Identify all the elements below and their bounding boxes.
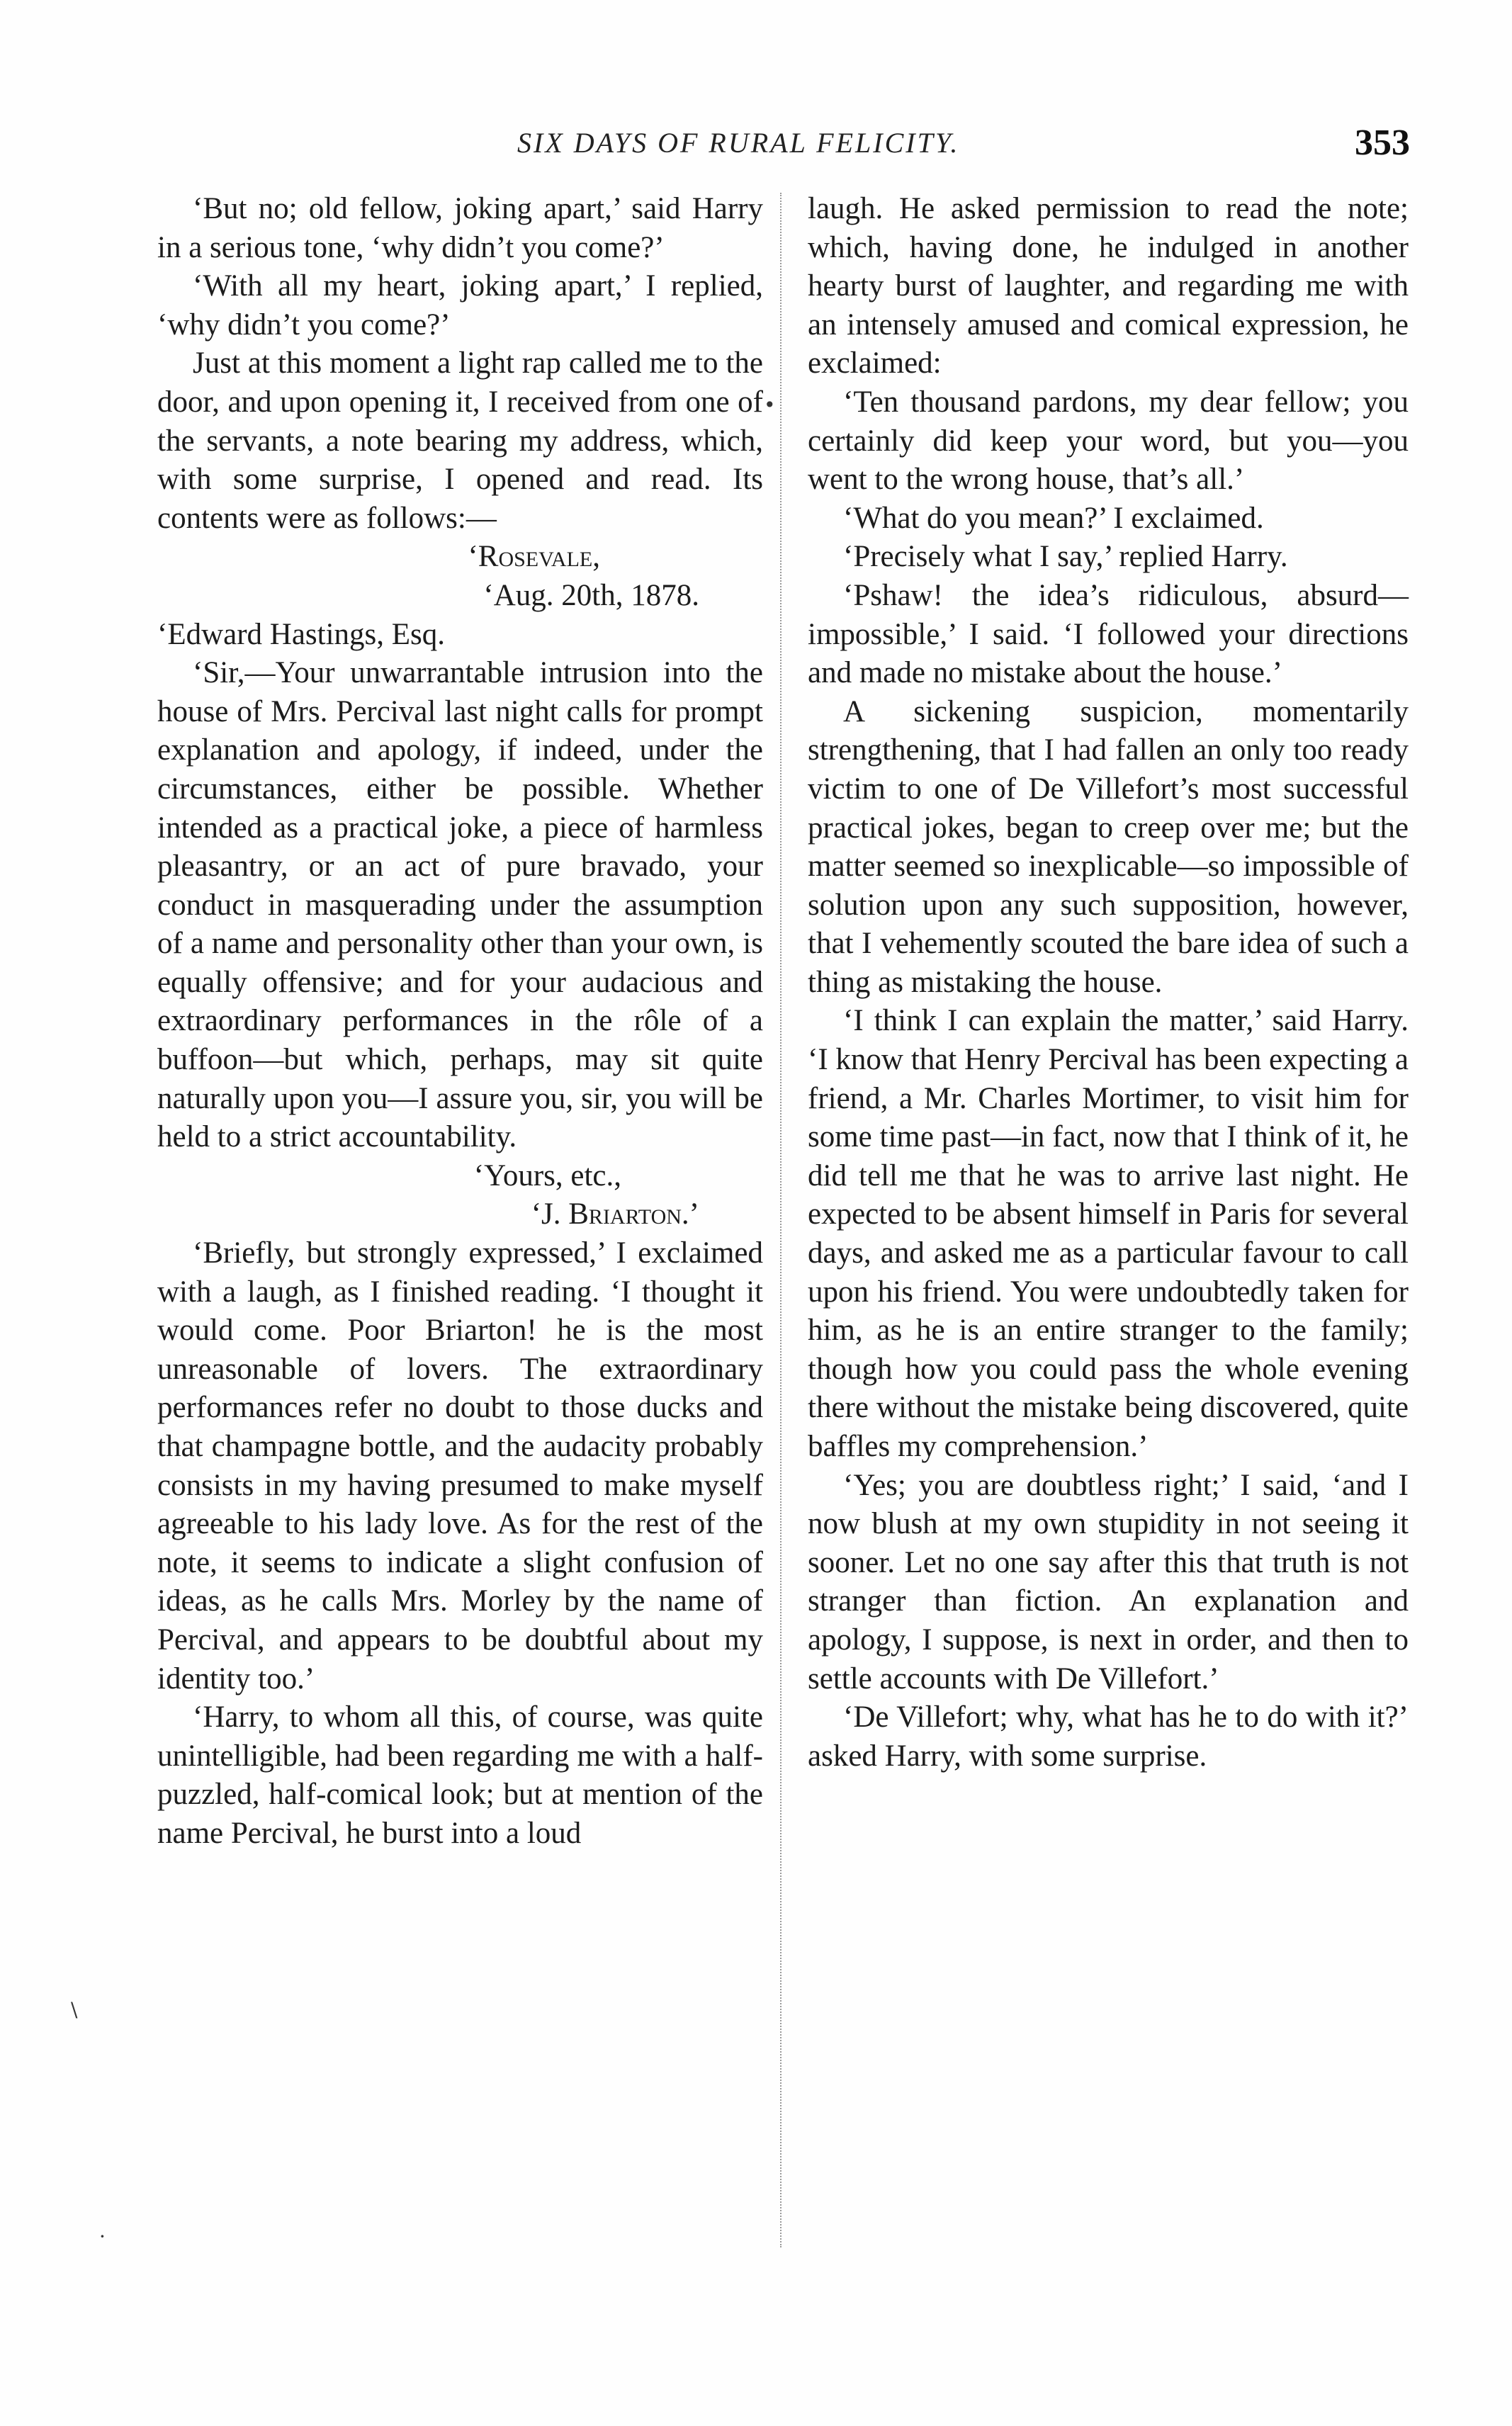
- paragraph: Just at this moment a light rap called me to the door, and upon opening it, I received from one of the servants, a note bearing my address, which, with some surprise, I opened and read. Its contents were as follows:—: [157, 346, 763, 535]
- paragraph: ‘Briefly, but strongly expressed,’ I exclaimed with a laugh, as I finished reading. ‘I thought it would come. Poor Briarton! he is the most unreasonable of lovers. The extraordinary performances refer no doubt to those ducks and that champagne bottle, and the audacity probably consists in my having presumed to make myself agreeable to his lady love. As for the rest of the note, it seems to indicate a slight confusion of ideas, as he calls Mrs. Morley by the name of Percival, and appears to be doubtful about my identity too.’: [157, 1236, 763, 1696]
- paragraph: ‘Precisely what I say,’ replied Harry.: [843, 540, 1288, 574]
- paragraph: ‘Harry, to whom all this, of course, was quite unintelligible, had been regarding me with a half-puzzled, half-comical look; but at mention of the name Percival, he burst into a loud: [157, 1700, 763, 1850]
- letter-place: ‘Rosevale,: [468, 540, 600, 574]
- paragraph: ‘Pshaw! the idea’s ridiculous, absurd—impossible,’ I said. ‘I followed your directions and made no mistake about the house.’: [808, 578, 1409, 690]
- page-number: 353: [1355, 123, 1410, 163]
- paragraph: ‘But no; old fellow, joking apart,’ said Harry in a serious tone, ‘why didn’t you come?’: [157, 192, 763, 264]
- running-title: SIX DAYS OF RURAL FELICITY.: [517, 127, 960, 159]
- letter-body: ‘Sir,—Your unwarrantable intrusion into the house of Mrs. Percival last night calls for prompt explanation and apology, if indeed, under the circumstances, either be possible. Whether intended as a practical joke, a piece of harmless pleasantry, or an act of pure bravado, your conduct in masquerading under the assumption of a name and personality other than your own, is equally offensive; and for your audacious and extraordinary performances in the rôle of a buffoon—but which, perhaps, may sit quite naturally upon you—I assure you, sir, you will be held to a strict accountability.: [157, 656, 763, 1154]
- paragraph: ‘Ten thousand pardons, my dear fellow; you certainly did keep your word, but you—you went to the wrong house, that’s all.’: [808, 385, 1409, 497]
- paragraph: A sickening suspicion, momentarily strengthening, that I had fallen an only too ready victim to one of De Villefort’s most successful practical jokes, began to creep over me; but the matter seemed so inexplicable—so impossible of solution upon any such supposition, however, that I vehemently scouted the bare idea of such a thing as mistaking the house.: [808, 694, 1409, 999]
- paragraph: ‘What do you mean?’ I exclaimed.: [843, 501, 1264, 535]
- left-column: [157, 190, 763, 1854]
- print-speck: •: [764, 393, 776, 417]
- letter-signature: ‘J. Briarton.’: [531, 1197, 699, 1231]
- paragraph: ‘I think I can explain the matter,’ said Harry. ‘I know that Henry Percival has been expecting a friend, a Mr. Charles Mortimer, to visit him for some time past—in fact, now that I think of it, he did tell me that he was to arrive last night. He expected to be absent himself in Paris for several days, and asked me as a particular favour to call upon his friend. You were undoubtedly taken for him, as he is an entire stranger to the family; though how you could pass the whole evening there without the mistake being discovered, quite baffles my comprehension.’: [808, 1004, 1409, 1463]
- letter-addressee: ‘Edward Hastings, Esq.: [157, 617, 446, 651]
- running-head: [149, 123, 1410, 176]
- paragraph: laugh. He asked permission to read the note; which, having done, he indulged in another hearty burst of laughter, and regarding me with an intensely amused and comical expression, he exclaimed:: [808, 192, 1409, 380]
- paragraph: ‘De Villefort; why, what has he to do with it?’ asked Harry, with some surprise.: [808, 1700, 1409, 1773]
- print-speck: ·: [99, 2225, 106, 2248]
- print-speck: \: [71, 1998, 78, 2021]
- right-column: [808, 190, 1409, 1776]
- paragraph: ‘With all my heart, joking apart,’ I replied, ‘why didn’t you come?’: [157, 269, 763, 342]
- letter-closing: ‘Yours, etc.,: [473, 1158, 621, 1192]
- column-divider: [780, 193, 782, 2247]
- paragraph: ‘Yes; you are doubtless right;’ I said, ‘and I now blush at my own stupidity in not seeing it sooner. Let no one say after this that truth is not stranger than fiction. An explanation and apology, I suppose, is next in order, and then to settle accounts with De Villefort.’: [808, 1468, 1409, 1696]
- letter-date: ‘Aug. 20th, 1878.: [483, 578, 699, 612]
